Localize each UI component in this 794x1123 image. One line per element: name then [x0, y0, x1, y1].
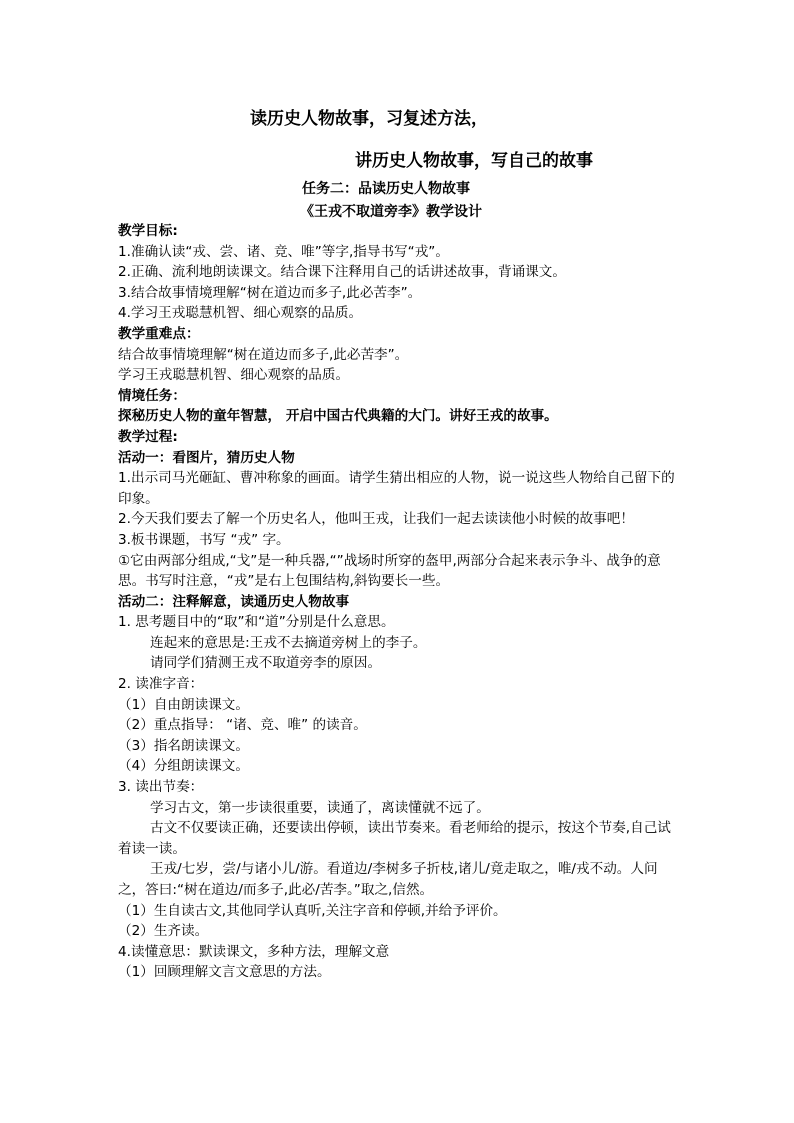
- document-title-line2: 讲历史人物故事，写自己的故事: [355, 151, 593, 171]
- difficulties-heading: 教学重难点：: [118, 325, 200, 342]
- difficulty-item: 学习王戎聪慧机智、细心观察的品质。: [118, 367, 350, 384]
- design-title: 《王戎不取道旁李》教学设计: [300, 204, 482, 220]
- activity1-paragraph: 3.板书课题，书写 “戎” 字。: [118, 531, 290, 548]
- activity2-subitem: （4）分组朗读课文。: [118, 758, 249, 775]
- activity2-line: 请同学们猜测王戎不取道旁李的原因。: [150, 655, 382, 672]
- activity2-subitem: （1）自由朗读课文。: [118, 696, 249, 713]
- activity2-question: 1. 思考题目中的“取”和“道”分别是什么意思。: [118, 614, 395, 631]
- goal-item: 2.正确、流利地朗读课文。结合课下注释用自己的话讲述故事，背诵课文。: [118, 264, 566, 281]
- task-heading: 任务二：品读历史人物故事: [302, 181, 470, 197]
- activity1-paragraph: 2.今天我们要去了解一个历史名人，他叫王戎，让我们一起去读读他小时候的故事吧！: [118, 511, 634, 528]
- activity2-subitem: （2）重点指导： “诸、竞、唯” 的读音。: [118, 717, 367, 734]
- activity2-line: 古文不仅要读正确，还要读出停顿，读出节奏来。看老师给的提示，按这个节奏,自己试着读一读。: [118, 820, 671, 857]
- activity2-question: 3. 读出节奏：: [118, 779, 204, 796]
- activity2-subitem: （1）生自读古文,其他同学认真听,关注字音和停顿,并给予评价。: [118, 902, 507, 919]
- goal-item: 4.学习王戎聪慧机智、细心观察的品质。: [118, 305, 363, 322]
- activity2-line: 学习古文，第一步读很重要，读通了，离读懂就不远了。: [150, 799, 490, 816]
- activity1-paragraph: ①它由两部分组成,“戈”是一种兵器,“”战场时所穿的盔甲,两部分合起来表示争斗、战争的意思。书写时注意，“戎”是右上包围结构,斜钩要长一些。: [118, 552, 661, 590]
- goals-heading: 教学目标:: [118, 223, 178, 239]
- goal-item: 1.准确认读“戎、尝、诸、竞、唯”等字,指导书写“戎”。: [118, 243, 449, 260]
- activity2-subitem: （3）指名朗读课文。: [118, 737, 249, 754]
- situation-text: 探秘历史人物的童年智慧， 开启中国古代典籍的大门。讲好王戎的故事。: [118, 408, 558, 425]
- situation-heading: 情境任务：: [118, 387, 186, 404]
- activity1-paragraph: 1.出示司马光砸缸、曹冲称象的画面。请学生猜出相应的人物，说一说这些人物给自己留下的印象。: [118, 470, 675, 507]
- classical-text: 王戎/七岁，尝/与诸小儿/游。看道边/李树多子折枝,诸儿/竟走取之，唯/戎不动。人问之，答曰:“树在道边/而多子,此必/苦李。”取之,信然。: [118, 861, 658, 898]
- document-body: [118, 221, 678, 983]
- activity1-heading: 活动一：看图片，猜历史人物: [118, 449, 295, 466]
- difficulty-item: 结合故事情境理解“树在道边而多子,此必苦李”。: [118, 346, 409, 363]
- activity2-question: 4.读懂意思：默读课文，多种方法，理解文意: [118, 943, 390, 960]
- document-title-line1: 读历史人物故事，习复述方法，: [250, 109, 488, 129]
- activity2-question: 2. 读准字音：: [118, 676, 204, 693]
- process-heading: 教学过程:: [118, 428, 178, 445]
- goal-item: 3.结合故事情境理解“树在道边而多子,此必苦李”。: [118, 284, 422, 301]
- activity2-subitem: （1）回顾理解文言文意思的方法。: [118, 964, 331, 981]
- activity2-line: 连起来的意思是:王戎不去摘道旁树上的李子。: [150, 634, 427, 651]
- activity2-heading: 活动二：注释解意，读通历史人物故事: [118, 593, 350, 610]
- activity2-subitem: （2）生齐读。: [118, 923, 209, 940]
